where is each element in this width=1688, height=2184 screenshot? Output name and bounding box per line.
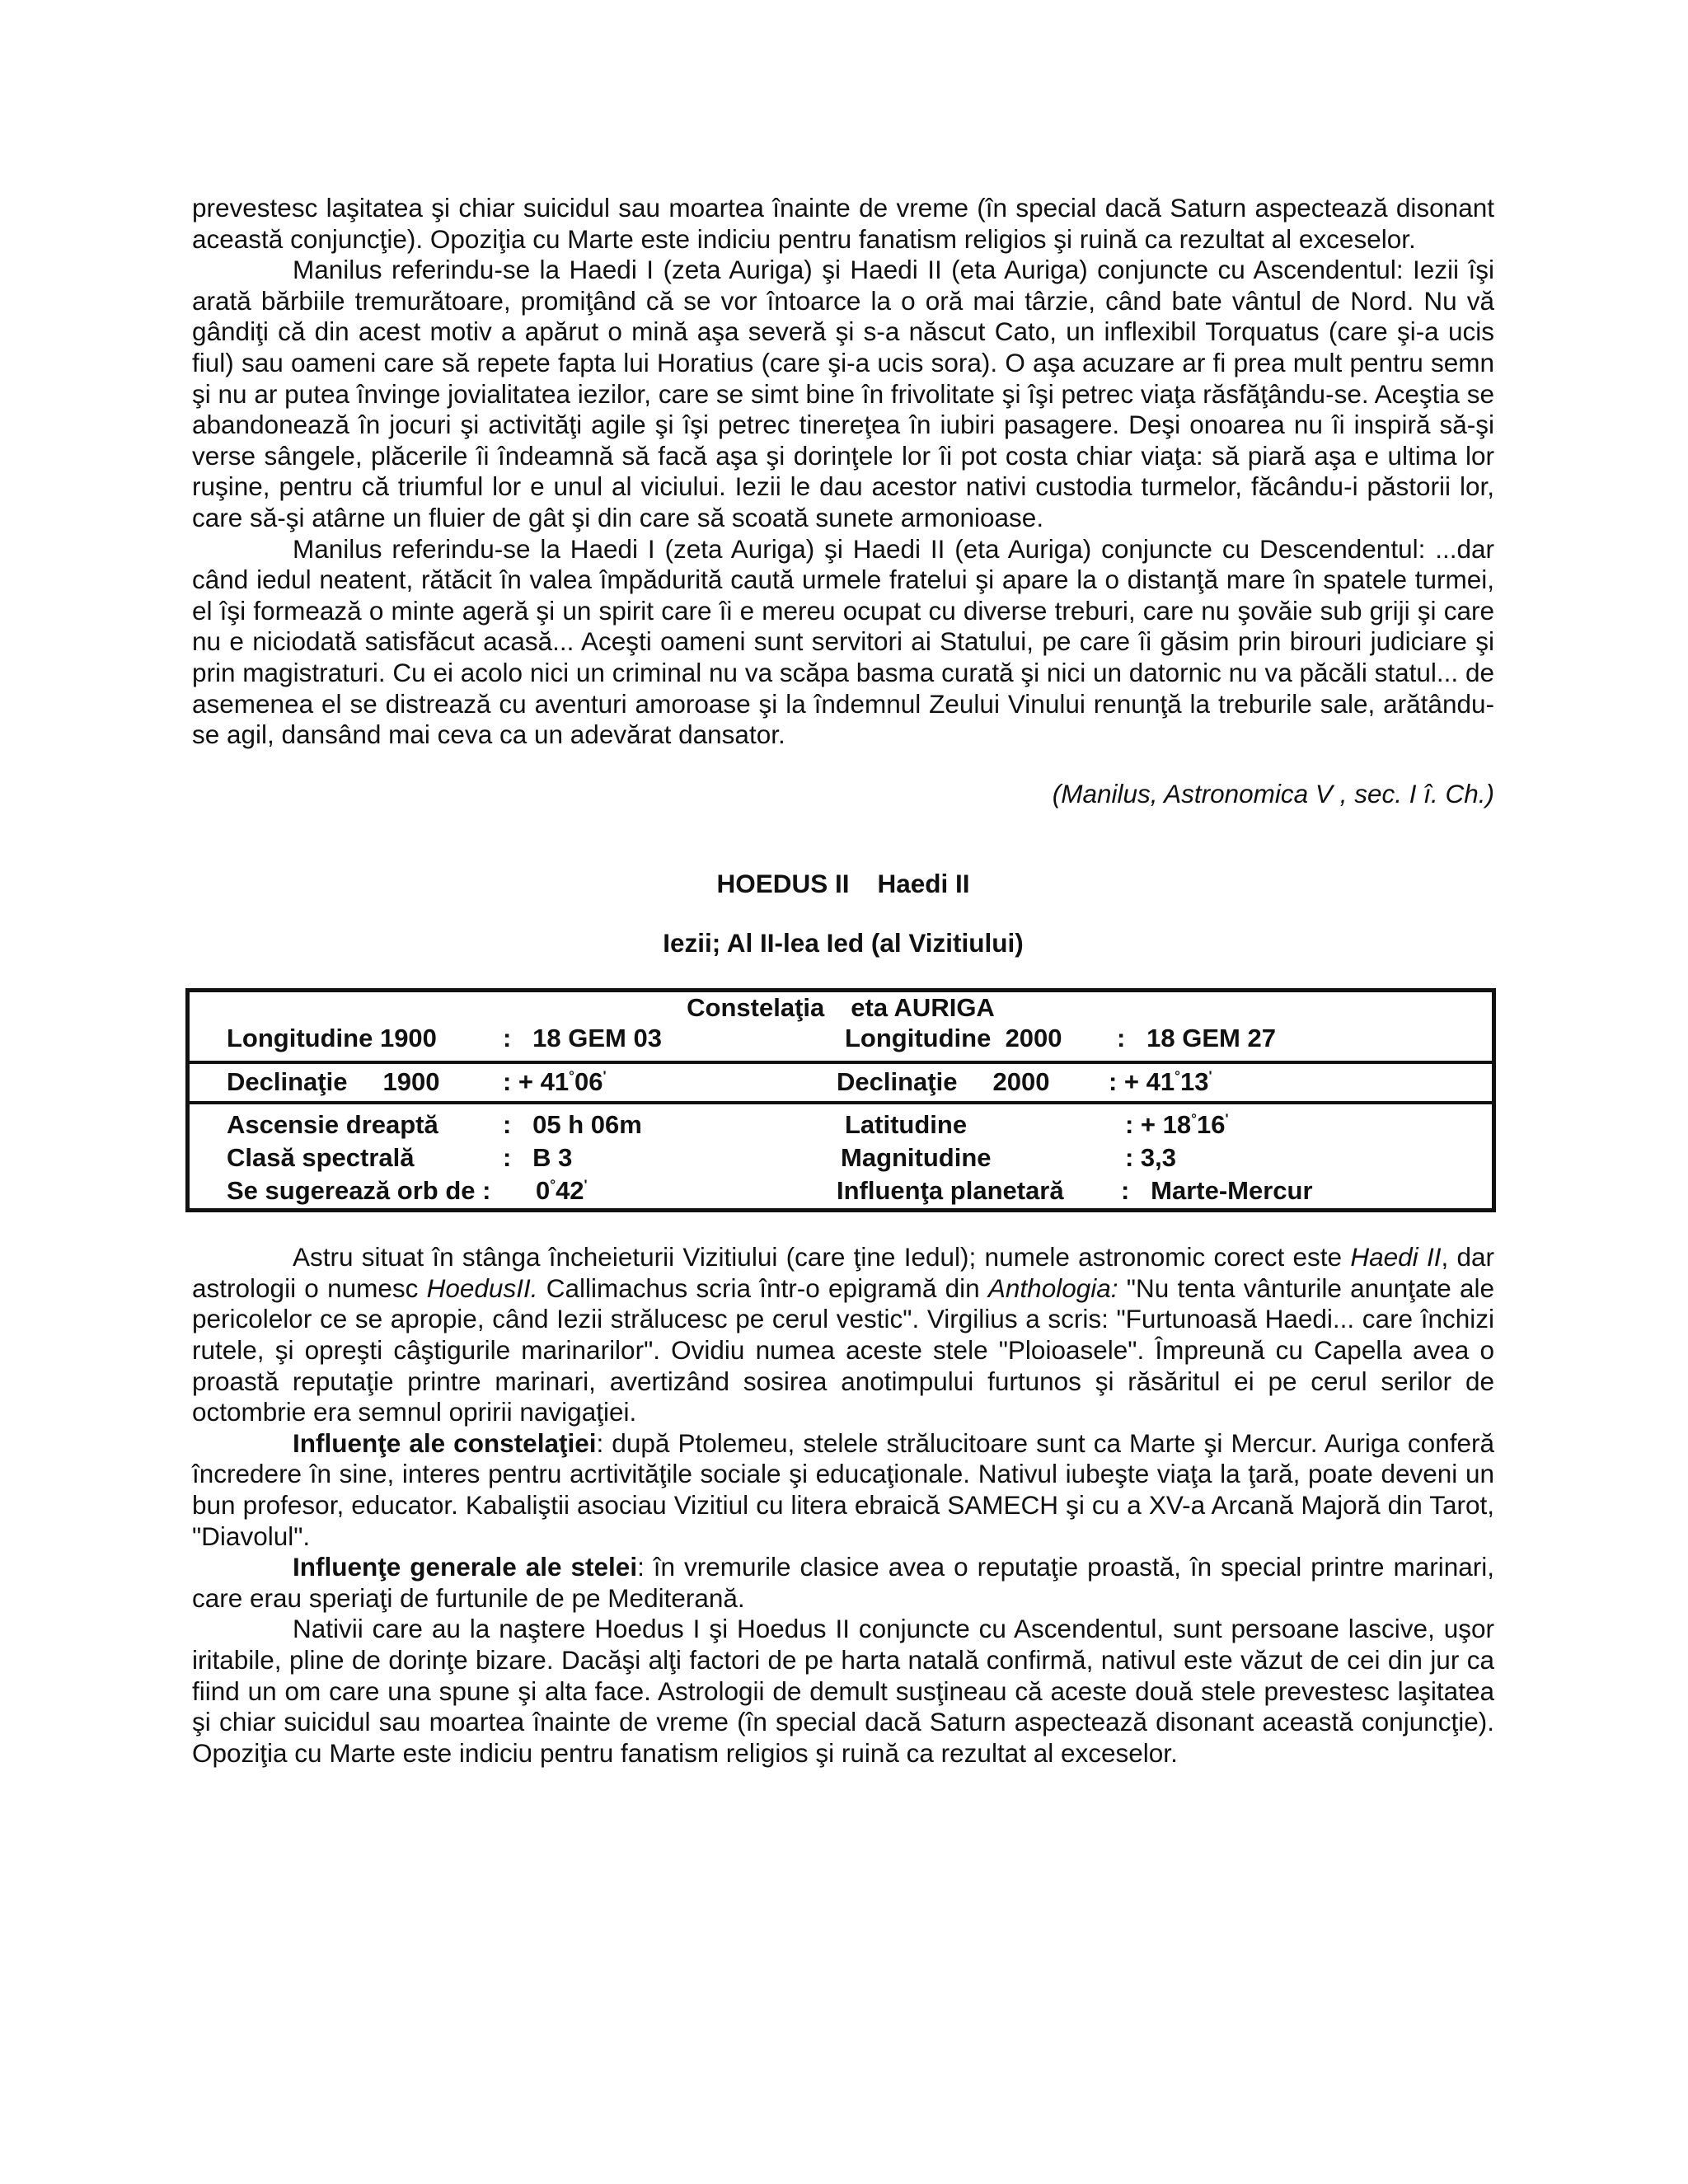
constellation-value: eta AURIGA [851,993,995,1023]
magnitude-value: : 3,3 [1125,1143,1177,1173]
right-ascension-value: : 05 h 06m [503,1110,642,1140]
spectral-class-value: : B 3 [503,1143,573,1173]
declination-1900-label: Declinaţie 1900 [227,1067,440,1097]
longitude-2000-value: : 18 GEM 27 [1117,1024,1276,1053]
table-section-constellation [190,992,1492,1061]
paragraph-manilus-descendent: Manilus referindu-se la Haedi I (zeta Auriga) şi Haedi II (eta Auriga) conjuncte cu Descendentul: ...dar când iedul neatent, rătăcit în valea împădurită caută urmele fratelui şi apare la o distanţă mare în spatele turmei, el îşi formează o minte ageră şi un spirit care îi e mereu ocupat cu diverse treburi, care nu şovăie sub griji şi care nu e niciodată satisfăcut acasă... Aceşti oameni sunt servitori ai Statului, pe care îi găsim prin birouri judiciare şi prin magistraturi. Cu ei acolo nici un criminal nu va scăpa basma curată şi nici un datornic nu va păcăli statul... de asemenea el se distrează cu aventuri amoroase şi la îndemnul Zeului Vinului renunţă la treburile sale, arătându-se agil, dansând mai ceva ca un adevărat dansator. [192,533,1494,750]
declination-1900-value: : + 41°06' [503,1067,607,1097]
latitude-value: : + 18°16' [1125,1110,1229,1140]
constellation-label: Constelaţia [687,993,825,1023]
paragraph-description: Astru situat în stânga încheieturii Vizitiului (care ţine Iedul); numele astronomic corect este Haedi II, dar astrologii o numesc HoedusII. Callimachus scria într-o epigramă din Anthologia: "Nu tenta vânturile anunţate ale pericolelor ce se apropie, când Iezii strălucesc pe cerul vestic". Virgilius a scris: "Furtunoasă Haedi... care închizi rutele, şi opreşti câştigurile marinarilor". Ovidiu numea aceste stele "Ploioasele". Împreună cu Capella avea o proastă reputaţie printre marinari, avertizând sosirea anotimpului furtunos şi răsăritul ei pe cerul serilor de octombrie era semnul opririi navigaţiei. [192,1242,1495,1427]
table-section-declination [190,1061,1492,1101]
star-name-alt: Haedi II [877,869,970,899]
latitude-label: Latitudine [845,1110,968,1140]
longitude-1900-label: Longitudine 1900 [227,1024,437,1053]
document-page [192,193,1494,1769]
declination-2000-value: : + 41°13' [1109,1067,1212,1097]
right-ascension-label: Ascensie dreaptă [227,1110,438,1140]
declination-2000-label: Declinaţie 2000 [837,1067,1050,1097]
paragraph-natives: Nativii care au la naştere Hoedus I şi Hoedus II conjuncte cu Ascendentul, sunt persoane lascive, uşor iritabile, pline de dorinţe bizare. Dacăşi alţi factori de pe harta natală confirmă, nativul este văzut de cei din jur ca fiind un om care una spune şi alta face. Astrologii de demult susţineau că aceste două stele prevestesc laşitatea şi chiar suicidul sau moartea înainte de vreme (în special dacă Saturn aspectează disonant această conjuncţie). Opoziţia cu Marte este indiciu pentru fanatism religios şi ruină ca rezultat al exceselor. [192,1614,1494,1768]
citation: (Manilus, Astronomica V , sec. I î. Ch.) [1052,778,1494,808]
longitude-1900-value: : 18 GEM 03 [503,1024,662,1053]
paragraph-constellation-influence: Influenţe ale constelaţiei: după Ptolemeu, stelele strălucitoare sunt ca Marte şi Mercur. Auriga conferă încredere în sine, interes pentru acrtivităţile sociale şi educaţionale. Nativul iubeşte viaţa la ţară, poate deveni un bun profesor, educator. Kabaliştii asociau Vizitiul cu litera ebraică SAMECH şi cu a XV-a Arcană Majoră din Tarot, "Diavolul". [192,1427,1494,1551]
constellation-row [190,992,1492,1024]
table-section-details [190,1101,1492,1208]
spectral-class-label: Clasă spectrală [227,1143,415,1173]
planetary-influence-value: : Marte-Mercur [1121,1176,1313,1206]
star-data-table [185,988,1496,1212]
star-title [192,869,1494,899]
paragraph-star-influence: Influenţe generale ale stelei: în vremurile clasice avea o reputaţie proastă, în special printre marinari, care erau speriaţi de furtunile de pe Mediterană. [192,1552,1494,1613]
magnitude-label: Magnitudine [841,1143,992,1173]
star-subtitle: Iezii; Al II-lea Ied (al Vizitiului) [663,928,1024,958]
star-name-latin: HOEDUS II [716,869,850,899]
orb-value: 0°42' [536,1176,588,1206]
planetary-influence-label: Influenţa planetară [837,1176,1064,1206]
paragraph-continued: prevestesc laşitatea şi chiar suicidul sau moartea înainte de vreme (în special dacă Saturn aspectează disonant această conjuncţie). Opoziţia cu Marte este indiciu pentru fanatism religios şi ruină ca rezultat al exceselor. [192,193,1494,254]
orb-label: Se sugerează orb de : [227,1176,491,1206]
paragraph-manilus-ascendent: Manilus referindu-se la Haedi I (zeta Auriga) şi Haedi II (eta Auriga) conjuncte cu Ascendentul: Iezii îşi arată bărbiile tremurătoare, promiţând că se vor întoarce la o oră mai târzie, când bate vântul de Nord. Nu vă gândiţi că din acest motiv a apărut o mină aşa severă şi s-a născut Cato, un inflexibil Torquatus (care şi-a ucis fiul) sau oameni care să repete fapta lui Horatius (care şi-a ucis sora). O aşa acuzare ar fi prea mult pentru semn şi nu ar putea învinge jovialitatea iezilor, care se simt bine în frivolitate şi îşi petrec viaţa răsfăţându-se. Aceştia se abandonează în jocuri şi activităţi agile şi îşi petrec tinereţea în iubiri pasagere. Deşi onoarea nu îi inspiră să-şi verse sângele, plăcerile îi îndeamnă să facă aşa şi dorinţele lor îi pot costa chiar viaţa: să piară aşa e ultima lor ruşine, pentru că triumful lor e unul al viciului. Iezii le dau acestor nativi custodia turmelor, făcându-i păstorii lor, care să-şi atârne un fluier de gât şi din care să scoată sunete armonioase. [192,255,1494,532]
longitude-2000-label: Longitudine 2000 [845,1024,1062,1053]
